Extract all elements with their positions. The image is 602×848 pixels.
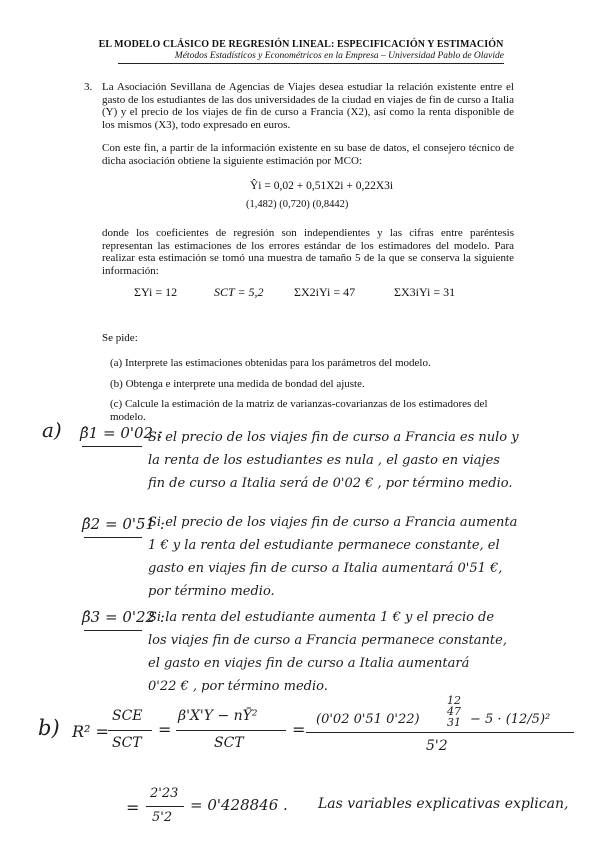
problem-context: Con este fin, a partir de la información existente en su base de datos, el consejero técnico de dicha asociación obtiene la siguiente estimación por MCO: bbox=[102, 142, 514, 167]
beta3-line3: el gasto en viajes fin de curso a Italia aumentará bbox=[148, 656, 470, 671]
formula-numerator: β'X'Y − nȲ² bbox=[178, 708, 258, 724]
question-c: (c) Calcule la estimación de la matriz de varianzas-covarianzas de los estimadores del modelo. bbox=[110, 398, 488, 423]
result-numerator: 2'23 bbox=[150, 786, 179, 801]
page-header-title: EL MODELO CLÁSICO DE REGRESIÓN LINEAL: ESPECIFICACIÓN Y ESTIMACIÓN bbox=[98, 39, 504, 50]
beta1-label: β̂1 = 0'02 : bbox=[80, 424, 163, 442]
r2-lhs: R² = bbox=[72, 722, 109, 741]
sct-denominator: SCT bbox=[112, 735, 142, 751]
beta3-line4: 0'22 € , por término medio. bbox=[148, 679, 328, 694]
beta3-underline bbox=[84, 630, 142, 631]
question-b: (b) Obtenga e interprete una medida de bondad del ajuste. bbox=[110, 378, 365, 390]
sct-value: SCT = 5,2 bbox=[214, 285, 264, 299]
vector-value: 31 bbox=[447, 716, 461, 729]
fraction-bar-4 bbox=[146, 806, 184, 807]
formula-denominator: SCT bbox=[214, 735, 244, 751]
equals-2: = bbox=[292, 720, 306, 739]
beta3-label: β̂3 = 0'22 : bbox=[82, 608, 165, 626]
r2-comment: Las variables explicativas explican, bbox=[318, 796, 569, 812]
answer-a-label: a) bbox=[42, 418, 62, 442]
equals-3: = bbox=[126, 798, 140, 817]
sum-y: ΣYi = 12 bbox=[134, 285, 178, 299]
fraction-bar-3 bbox=[306, 732, 574, 733]
header-rule bbox=[118, 63, 504, 64]
coef-row-vector: (0'02 0'51 0'22) bbox=[316, 712, 420, 727]
answer-b-label: b) bbox=[38, 716, 60, 740]
beta1-underline bbox=[82, 446, 142, 447]
beta1-line1: Si el precio de los viajes fin de curso a Francia es nulo y bbox=[148, 430, 519, 445]
beta2-label: β̂2 = 0'51 : bbox=[82, 515, 165, 533]
beta1-line2: la renta de los estudiantes es nula , el gasto en viajes bbox=[148, 453, 500, 468]
beta2-line3: gasto en viajes fin de curso a Italia aumentará 0'51 €, bbox=[148, 561, 503, 576]
sce-numerator: SCE bbox=[112, 708, 143, 724]
se-pide-label: Se pide: bbox=[102, 332, 138, 344]
fraction-bar-1 bbox=[108, 730, 152, 731]
result-denominator: 5'2 bbox=[152, 810, 173, 825]
beta3-line2: los viajes fin de curso a Francia permanece constante, bbox=[148, 633, 507, 648]
standard-errors: (1,482) (0,720) (0,8442) bbox=[246, 199, 349, 210]
beta3-line1: Si la renta del estudiante aumenta 1 € y el precio de bbox=[148, 610, 495, 625]
mean-correction-term: − 5 · (12/5)² bbox=[470, 712, 551, 727]
problem-explanation: donde los coeficientes de regresión son independientes y las cifras entre paréntesis representan las estimaciones de los errores estándar de los estimadores del modelo. Para realizar esta estimación se tomó una muestra de tamaño 5 de la que se conserva la siguiente información: bbox=[102, 227, 514, 277]
problem-intro: La Asociación Sevillana de Agencias de Viajes desea estudiar la relación existente entre el gasto de los estudiantes de las dos universidades de la ciudad en viajes de fin de curso a Italia (Y) y el precio de los viajes de fin de curso a Francia (X2), así como la renta disponible de los mismos (X3), todo expresado en euros. bbox=[102, 81, 514, 131]
problem-number: 3. bbox=[84, 81, 93, 93]
sum-x3y: ΣX3iYi = 31 bbox=[394, 285, 456, 299]
xy-column-vector bbox=[444, 695, 464, 728]
vector-value: 12 bbox=[447, 694, 461, 707]
question-a: (a) Interprete las estimaciones obtenidas para los parámetros del modelo. bbox=[110, 357, 431, 369]
page-header-subtitle: Métodos Estadísticos y Econométricos en la Empresa – Universidad Pablo de Olavide bbox=[174, 51, 504, 61]
sct-value-denominator: 5'2 bbox=[426, 738, 448, 754]
beta2-line4: por término medio. bbox=[148, 584, 275, 599]
equals-1: = bbox=[158, 720, 172, 739]
beta1-line3: fin de curso a Italia será de 0'02 € , por término medio. bbox=[148, 476, 513, 491]
sum-x2y: ΣX2iYi = 47 bbox=[294, 285, 356, 299]
regression-equation: Ŷi = 0,02 + 0,51X2i + 0,22X3i bbox=[250, 180, 394, 192]
fraction-bar-2 bbox=[176, 730, 286, 731]
beta2-line1: Si el precio de los viajes fin de curso a Francia aumenta bbox=[148, 515, 518, 530]
beta2-line2: 1 € y la renta del estudiante permanece constante, el bbox=[148, 538, 500, 553]
vector-value: 47 bbox=[447, 705, 461, 718]
beta2-underline bbox=[84, 537, 142, 538]
r2-result: = 0'428846 . bbox=[190, 796, 288, 814]
